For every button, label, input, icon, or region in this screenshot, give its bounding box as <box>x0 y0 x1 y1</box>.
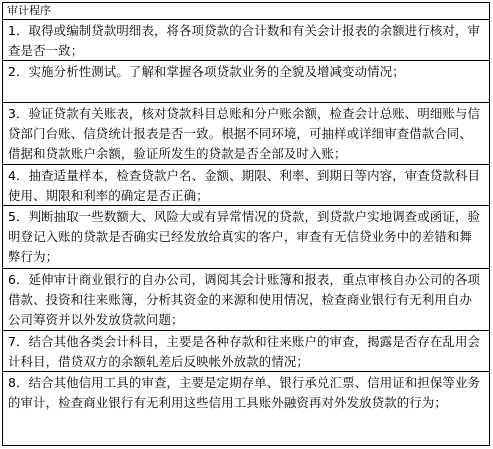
table-row: 8．结合其他信用工具的审查，主要是定期存单、银行承兑汇票、信用证和担保等业务的审计，检查商业银行有无利用这些信用工具账外融资再对外发放贷款的行为； <box>8 375 481 410</box>
table-row: 2．实施分析性测试。了解和掌握各项贷款业务的全貌及增减变动情况； <box>3 61 489 103</box>
table-row: 5．判断抽取一些数额大、风险大或有异常情况的贷款，到贷款户实地调查或函证，验明登记入账的贷款是否确实已经发放给真实的客户，审查有无信贷业务中的差错和舞弊行为； <box>3 206 489 269</box>
table-row: 3．验证贷款有关账表，核对贷款科目总账和分户账余额，检查会计总账、明细账与信贷部门台账、信贷统计报表是否一致。根据不同环境，可抽样或详细审查借款合同、借据和贷款账户余额，验证所发生的贷款是否全部及时入账； <box>3 103 489 165</box>
table-header: 审计程序 <box>3 3 489 20</box>
table-row: 6．延伸审计商业银行的自办公司，调阅其会计账簿和报表，重点审核自办公司的各项借款、投资和往来账簿，分析其资金的来源和使用情况，检查商业银行有无利用自办公司筹资并以外发放贷款问题； <box>3 269 489 331</box>
table-row: 4．抽查适量样本，检查贷款户名、金额、期限、利率、到期日等内容，审查贷款科目使用、期限和利率的确定是否正确； <box>3 165 489 206</box>
table-row: 7．结合其他各类会计科目，主要是各种存款和往来账户的审查，揭露是否存在乱用会计科目，借贷双方的余额轧差后反映帐外放款的情况； <box>3 331 489 372</box>
audit-procedures-table <box>2 2 490 446</box>
table-row: 1．取得或编制贷款明细表，将各项贷款的合计数和有关会计报表的余额进行核对，审查是否一致； <box>3 20 489 61</box>
